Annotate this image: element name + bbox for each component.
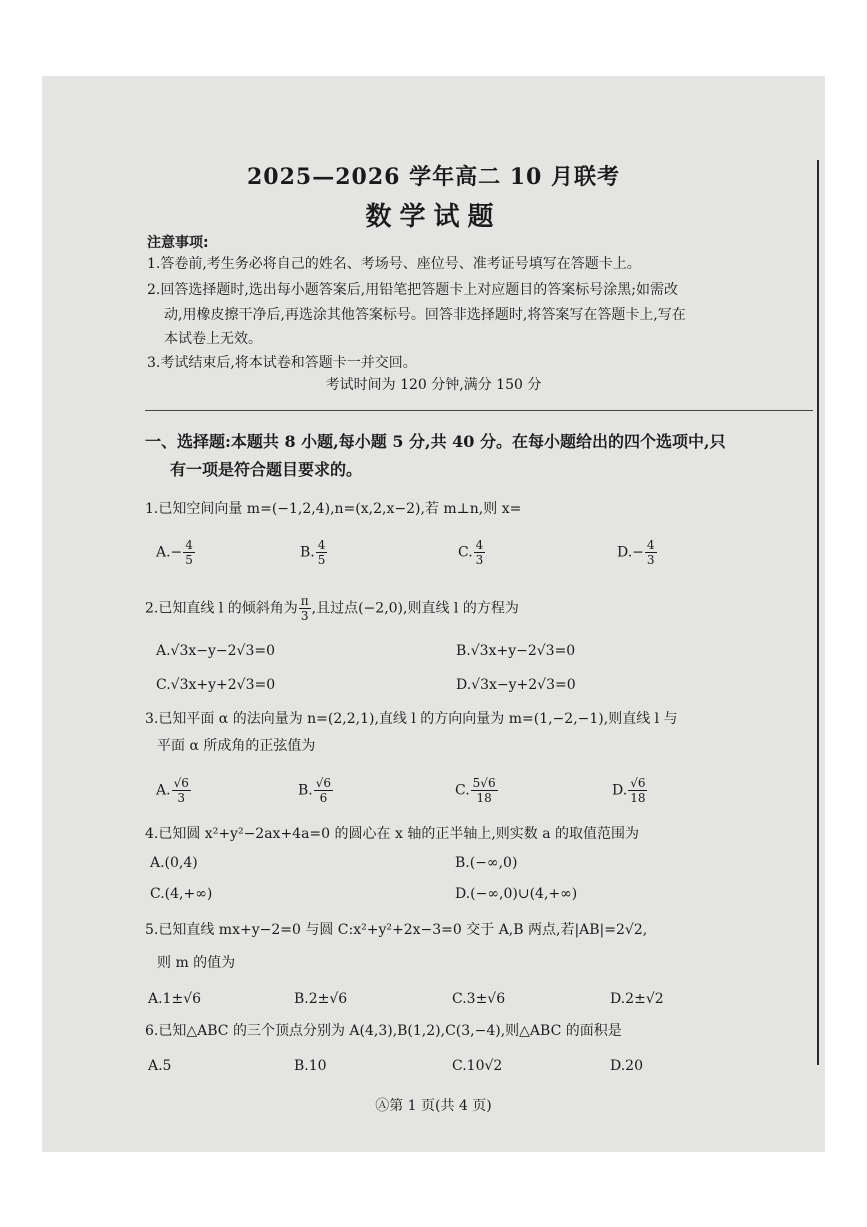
question-4-stem: 4.已知圆 x²+y²−2ax+4a=0 的圆心在 x 轴的正半轴上,则实数 a 的取值范围为 bbox=[145, 826, 640, 842]
question-2-option-c: C.√3x+y+2√3=0 bbox=[156, 677, 276, 693]
section-heading-line-2: 有一项是符合题目要求的。 bbox=[170, 460, 363, 479]
notice-item-3: 3.考试结束后,将本试卷和答题卡一并交回。 bbox=[147, 355, 417, 371]
question-2-option-d: D.√3x−y+2√3=0 bbox=[456, 677, 576, 693]
question-6-option-b: B.10 bbox=[294, 1058, 327, 1074]
question-3-stem-line-2: 平面 α 所成角的正弦值为 bbox=[157, 738, 316, 754]
question-4-option-a: A.(0,4) bbox=[150, 855, 198, 871]
exam-time-info: 考试时间为 120 分钟,满分 150 分 bbox=[325, 377, 542, 393]
question-5-stem-line-2: 则 m 的值为 bbox=[157, 955, 236, 971]
question-6-option-a: A.5 bbox=[148, 1058, 172, 1074]
question-6-option-d: D.20 bbox=[610, 1058, 643, 1074]
question-1-option-d: D.− $\frac{4}{3}$ bbox=[617, 538, 655, 567]
question-3-option-c: C. $\frac{5√6}{18}$ bbox=[455, 776, 496, 805]
question-3-stem-line-1: 3.已知平面 α 的法向量为 n=(2,2,1),直线 l 的方向向量为 m=(1,−2,−1),则直线 l 与 bbox=[145, 711, 678, 727]
question-6-option-c: C.10√2 bbox=[452, 1058, 503, 1074]
question-3-option-b: B. $\frac{√6}{6}$ bbox=[298, 776, 332, 805]
question-2-option-b: B.√3x+y−2√3=0 bbox=[456, 643, 576, 659]
question-4-option-b: B.(−∞,0) bbox=[455, 855, 518, 871]
question-1-option-a: A.− $\frac{4}{5}$ bbox=[156, 538, 193, 567]
question-1-stem: 1.已知空间向量 m=(−1,2,4),n=(x,2,x−2),若 m⊥n,则 x= bbox=[145, 501, 522, 517]
question-5-option-a: A.1±√6 bbox=[148, 991, 202, 1007]
divider bbox=[145, 410, 813, 411]
binding-line bbox=[817, 160, 819, 1065]
question-5-stem-line-1: 5.已知直线 mx+y−2=0 与圆 C:x²+y²+2x−3=0 交于 A,B 两点,若|AB|=2√2, bbox=[145, 922, 648, 938]
notice-item-2-line-2: 动,用橡皮擦干净后,再选涂其他答案标号。回答非选择题时,将答案写在答题卡上,写在 bbox=[164, 307, 686, 323]
question-1-option-b: B. $\frac{4}{5}$ bbox=[300, 538, 326, 567]
notice-item-1: 1.答卷前,考生务必将自己的姓名、考场号、座位号、准考证号填写在答题卡上。 bbox=[147, 256, 641, 272]
question-2-stem: 2.已知直线 l 的倾斜角为 $\frac{\pi}{3}$ ,且过点(−2,0),则直线 l 的方程为 bbox=[145, 594, 519, 623]
notice-heading: 注意事项: bbox=[147, 235, 209, 251]
question-1-option-c: C. $\frac{4}{3}$ bbox=[458, 538, 484, 567]
question-5-option-c: C.3±√6 bbox=[452, 991, 506, 1007]
section-heading-line-1: 一、选择题:本题共 8 小题,每小题 5 分,共 40 分。在每小题给出的四个选项中,只 bbox=[145, 432, 726, 451]
notice-item-2-line-3: 本试卷上无效。 bbox=[164, 331, 262, 347]
question-4-option-c: C.(4,+∞) bbox=[150, 886, 213, 902]
question-4-option-d: D.(−∞,0)∪(4,+∞) bbox=[455, 886, 578, 902]
question-6-stem: 6.已知△ABC 的三个顶点分别为 A(4,3),B(1,2),C(3,−4),则△ABC 的面积是 bbox=[145, 1023, 622, 1039]
page-footer: Ⓐ第 1 页(共 4 页) bbox=[375, 1098, 492, 1114]
notice-item-2-line-1: 2.回答选择题时,选出每小题答案后,用铅笔把答题卡上对应题目的答案标号涂黑;如需改 bbox=[147, 282, 678, 298]
question-3-option-d: D. $\frac{√6}{18}$ bbox=[612, 776, 646, 805]
question-5-option-b: B.2±√6 bbox=[294, 991, 348, 1007]
question-2-option-a: A.√3x−y−2√3=0 bbox=[156, 643, 276, 659]
question-3-option-a: A. $\frac{√6}{3}$ bbox=[156, 776, 189, 805]
subject-title: 数学试题 bbox=[365, 202, 502, 232]
question-5-option-d: D.2±√2 bbox=[610, 991, 664, 1007]
exam-title: 2025—2026 学年高二 10 月联考 bbox=[246, 164, 621, 190]
